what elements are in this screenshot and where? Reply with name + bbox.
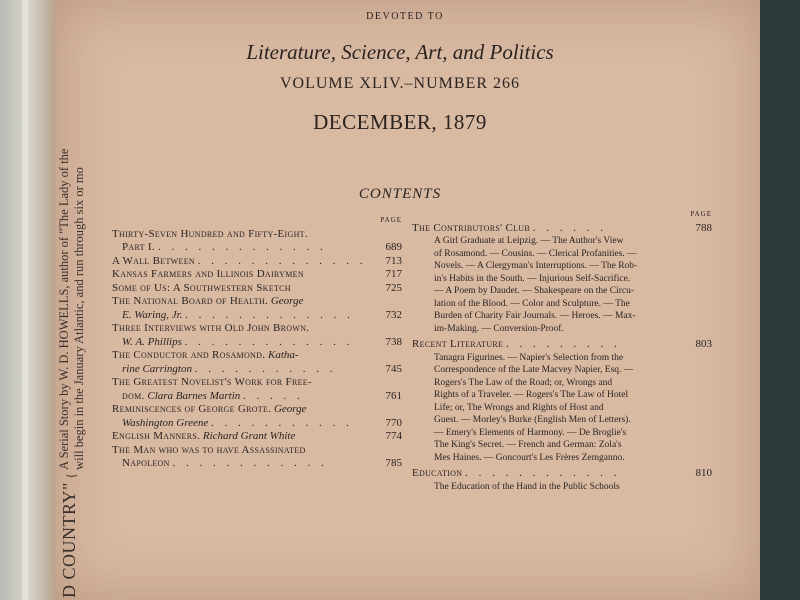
issue-date: DECEMBER, 1879 bbox=[313, 110, 487, 134]
section-title: Recent Literature bbox=[412, 338, 504, 350]
item-line: Novels. — A Clergyman's Interruptions. — The Rob- bbox=[434, 261, 638, 271]
toc-entry: Thirty-Seven Hundred and Fifty-Eight. Part I. . . . . . . . . . . . . . 689 bbox=[112, 227, 402, 253]
entry-page: 774 bbox=[385, 430, 402, 442]
entry-page: 745 bbox=[385, 362, 402, 375]
advert-title-fragment: D COUNTRY" bbox=[58, 482, 79, 598]
item-line: Burden of Charity Fair Journals. — Heroes. — Max- bbox=[434, 311, 636, 321]
toc-entry bbox=[112, 430, 402, 444]
toc-entry bbox=[112, 268, 402, 282]
entry-title: The National Board of Health. bbox=[112, 295, 269, 307]
entry-author-cont: Washington Greene bbox=[122, 416, 209, 429]
section-items bbox=[412, 352, 712, 465]
section-title: The Contributors' Club bbox=[412, 221, 530, 234]
entry-title-cont: dom. bbox=[122, 389, 145, 402]
entry-title: Three Interviews with Old John Brown. bbox=[112, 322, 310, 334]
item-line: Rights of a Traveler. — Rogers's The Law of Hotel bbox=[434, 390, 629, 400]
toc-entry bbox=[112, 282, 402, 296]
entry-author: W. A. Phillips bbox=[122, 335, 182, 348]
page-column-label: PAGE bbox=[380, 216, 402, 224]
entry-page: 689 bbox=[385, 241, 402, 253]
toc-entry: The Man who was to have Assassinated Napoleon . . . . . . . . . . . . 785 bbox=[112, 443, 402, 469]
entry-page: 713 bbox=[385, 254, 402, 267]
page-column-label: PAGE bbox=[690, 210, 712, 218]
toc-entry: Reminiscences of George Grote. George Washington Greene . . . . . . . . . . . 770 bbox=[112, 403, 402, 429]
toc-entry: The National Board of Health. George E. Waring, Jr. . . . . . . . . . . . . . 732 bbox=[112, 295, 402, 321]
entry-title: Some of Us: A Southwestern Sketch bbox=[112, 281, 291, 294]
entry-page: 785 bbox=[385, 457, 402, 469]
contents-left-column bbox=[112, 214, 402, 471]
item-line: — Emery's Elements of Harmony. — De Broglie's bbox=[434, 427, 627, 438]
section-header: Education . . . . . . . . . . . . 810 bbox=[412, 467, 712, 479]
item-line: Tanagra Figurines. — Napier's Selection from the bbox=[434, 352, 624, 363]
entry-page: 761 bbox=[385, 389, 402, 402]
section-items bbox=[412, 235, 712, 335]
entry-author: George bbox=[270, 295, 304, 307]
entry-title: English Manners. bbox=[112, 430, 201, 442]
item-line: Mes Haines. — Goncourt's Les Frères Zemganno. bbox=[434, 452, 625, 463]
entry-page: 725 bbox=[385, 281, 402, 294]
contents-heading: CONTENTS bbox=[358, 186, 442, 202]
entry-author: Clara Barnes Martin bbox=[147, 389, 241, 402]
entry-title: A Wall Between bbox=[112, 254, 195, 267]
toc-entry: A Wall Between . . . . . . . . . . . . . 713 bbox=[112, 254, 402, 267]
entry-author-cont: E. Waring, Jr. bbox=[122, 308, 183, 321]
item-line: Guest. — Morley's Burke (English Men of Letters). bbox=[434, 415, 631, 425]
item-line: lation of the Blood. — Color and Sculpture. — The bbox=[434, 298, 630, 309]
volume-number: VOLUME XLIV.–NUMBER 266 bbox=[279, 75, 521, 92]
advert-line-2: will begin in the January Atlantic, and run through six or mo bbox=[72, 167, 86, 470]
entry-title-cont: Part I. bbox=[122, 241, 155, 253]
entry-author-cont: rine Carrington bbox=[122, 362, 192, 375]
section-page: 810 bbox=[695, 467, 712, 479]
item-line: — A Poem by Daudet. — Shakespeare on the Circu- bbox=[434, 286, 634, 296]
serial-advertisement bbox=[57, 0, 87, 598]
section-page: 788 bbox=[695, 221, 712, 234]
entry-title-cont: Napoleon bbox=[122, 457, 170, 469]
section-header: The Contributors' Club . . . . . . 788 bbox=[412, 221, 712, 234]
section-title: Education bbox=[412, 467, 463, 479]
entry-page: 738 bbox=[385, 335, 402, 348]
entry-page: 732 bbox=[385, 308, 402, 321]
entry-title: Reminiscences of George Grote. bbox=[112, 403, 272, 415]
advert-brace: { bbox=[63, 473, 78, 480]
entry-title: The Conductor and Rosamond. bbox=[112, 349, 266, 361]
item-line: of Rosamond. — Cousins. — Clerical Profanities. — bbox=[434, 248, 637, 259]
entry-title: Thirty-Seven Hundred and Fifty-Eight. bbox=[112, 227, 308, 240]
entry-author: Katha- bbox=[268, 349, 299, 361]
item-line: A Girl Graduate at Leipzig. — The Author's View bbox=[434, 236, 624, 246]
section-page: 803 bbox=[695, 338, 712, 350]
advert-line-1: A Serial Story by W. D. HOWELLS, author of "The Lady of the bbox=[57, 148, 71, 470]
toc-entry: Three Interviews with Old John Brown. W. A. Phillips . . . . . . . . . . . . . 738 bbox=[112, 322, 402, 348]
devoted-to: DEVOTED TO bbox=[366, 11, 444, 22]
entry-author: Richard Grant White bbox=[202, 430, 296, 442]
magazine-subtitle: Literature, Science, Art, and Politics bbox=[246, 40, 554, 64]
toc-entry: The Greatest Novelist's Work for Free- dom. Clara Barnes Martin . . . . . 761 bbox=[112, 376, 402, 402]
entry-title: The Greatest Novelist's Work for Free- bbox=[112, 376, 312, 388]
entry-title: The Man who was to have Assassinated bbox=[112, 443, 306, 456]
item-line: in's Habits in the South. — Injurious Self-Sacrifice. bbox=[434, 273, 631, 284]
section-items bbox=[412, 481, 712, 494]
toc-entry: The Conductor and Rosamond. Katha- rine Carrington . . . . . . . . . . . 745 bbox=[112, 349, 402, 375]
section-header: Recent Literature . . . . . . . . . 803 bbox=[412, 338, 712, 350]
entry-title: Kansas Farmers and Illinois Dairymen bbox=[112, 268, 304, 280]
item-line: Life; or, The Wrongs and Rights of Host and bbox=[434, 402, 604, 413]
contents-right-column bbox=[412, 208, 712, 496]
item-line: The King's Secret. — French and German: Zola's bbox=[434, 440, 622, 450]
entry-page: 770 bbox=[385, 416, 402, 429]
entry-page: 717 bbox=[385, 268, 402, 280]
item-line: Rogers's The Law of the Road; or, Wrongs and bbox=[434, 377, 613, 388]
item-line: The Education of the Hand in the Public Schools bbox=[434, 481, 620, 492]
item-line: Correspondence of the Late Macvey Napier, Esq. — bbox=[434, 365, 634, 375]
entry-author: George bbox=[273, 403, 307, 415]
item-line: im-Making. — Conversion-Proof. bbox=[434, 323, 564, 334]
